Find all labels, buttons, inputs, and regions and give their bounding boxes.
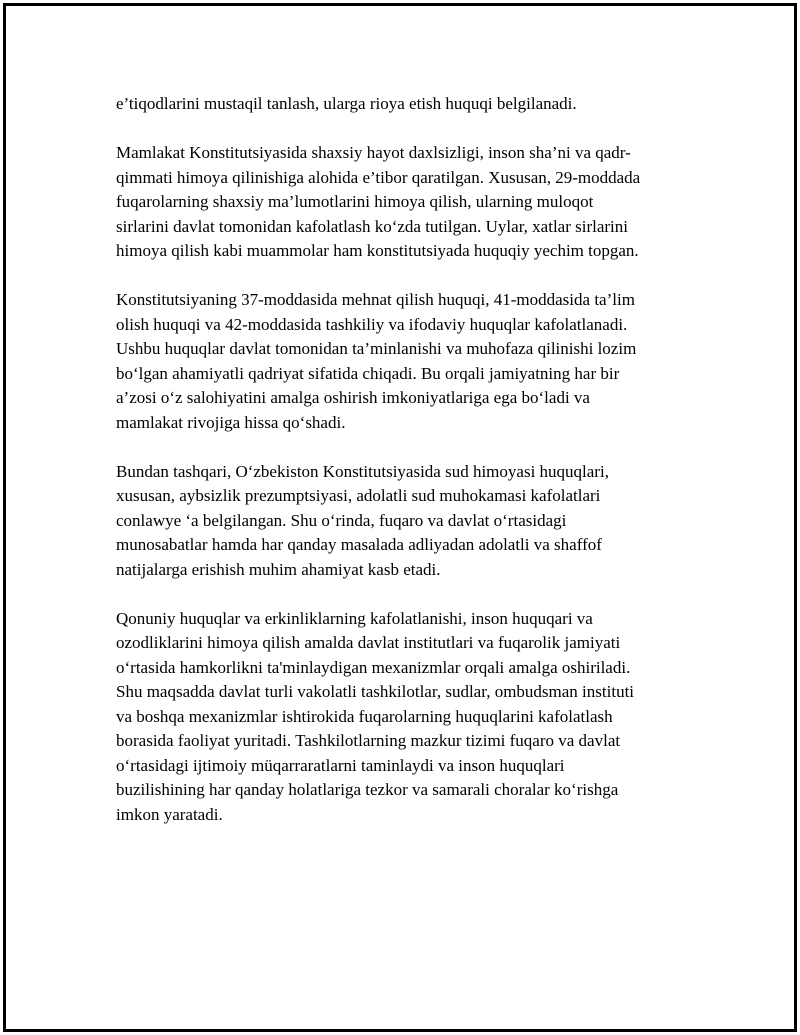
paragraph-gap bbox=[116, 582, 696, 607]
paragraph-gap bbox=[116, 117, 696, 142]
text-line: munosabatlar hamda har qanday masalada adliyadan adolatli va shaffof bbox=[116, 535, 602, 554]
text-line: Konstitutsiyaning 37-moddasida mehnat qilish huquqi, 41-moddasida ta’lim bbox=[116, 290, 635, 309]
text-line: sirlarini davlat tomonidan kafolatlash ko‘zda tutilgan. Uylar, xatlar sirlarini bbox=[116, 216, 629, 236]
text-line: ozodliklarini himoya qilish amalda davlat institutlari va fuqarolik jamiyati bbox=[116, 633, 621, 652]
text-line: Shu maqsadda davlat turli vakolatli tashkilotlar, sudlar, ombudsman instituti bbox=[116, 682, 635, 701]
text-line: Qonuniy huquqlar va erkinliklarning kafolatlanishi, inson huquqari va bbox=[116, 608, 593, 628]
paragraph-gap bbox=[116, 435, 696, 460]
text-line: Ushbu huquqlar davlat tomonidan ta’minlanishi va muhofaza qilinishi lozim bbox=[116, 339, 637, 358]
text-line: fuqarolarning shaxsiy ma’lumotlarini himoya qilish, ularning muloqot bbox=[116, 192, 594, 211]
text-line: mamlakat rivojiga hissa qo‘shadi. bbox=[116, 412, 346, 432]
text-line: buzilishining har qanday holatlariga tezkor va samarali choralar ko‘rishga bbox=[116, 780, 619, 799]
text-line: natijalarga erishish muhim ahamiyat kasb etadi. bbox=[116, 559, 441, 579]
text-line: conlawye ‘a belgilangan. Shu o‘rinda, fuqaro va davlat o‘rtasidagi bbox=[116, 510, 567, 530]
text-line: himoya qilish kabi muammolar ham konstitutsiyada huquqiy yechim topgan. bbox=[116, 241, 639, 260]
document-body bbox=[116, 92, 696, 827]
paragraph-gap bbox=[116, 264, 696, 289]
text-line: e’tiqodlarini mustaqil tanlash, ularga rioya etish huquqi belgilanadi. bbox=[116, 94, 577, 113]
text-line: xususan, aybsizlik prezumptsiyasi, adolatli sud muhokamasi kafolatlari bbox=[116, 486, 601, 505]
text-line: borasida faoliyat yuritadi. Tashkilotlarning mazkur tizimi fuqaro va davlat bbox=[116, 731, 621, 750]
text-line: imkon yaratadi. bbox=[116, 804, 223, 824]
text-line: olish huquqi va 42-moddasida tashkiliy va ifodaviy huquqlar kafolatlanadi. bbox=[116, 314, 628, 334]
text-line: qimmati himoya qilinishiga alohida e’tibor qaratilgan. Xususan, 29-moddada bbox=[116, 167, 641, 187]
text-line: o‘rtasidagi ijtimoiy müqarraratlarni taminlaydi va inson huquqlari bbox=[116, 755, 565, 775]
text-line: o‘rtasida hamkorlikni ta'minlaydigan mexanizmlar orqali amalga oshiriladi. bbox=[116, 657, 631, 677]
text-line: va boshqa mexanizmlar ishtirokida fuqarolarning huquqlarini kafolatlash bbox=[116, 706, 613, 726]
text-line: Bundan tashqari, O‘zbekiston Konstitutsiyasida sud himoyasi huquqlari, bbox=[116, 461, 609, 481]
text-line: bo‘lgan ahamiyatli qadriyat sifatida chiqadi. Bu orqali jamiyatning har bir bbox=[116, 363, 620, 383]
text-line: Mamlakat Konstitutsiyasida shaxsiy hayot daxlsizligi, inson sha’ni va qadr- bbox=[116, 143, 631, 162]
text-line: a’zosi o‘z salohiyatini amalga oshirish imkoniyatlariga ega bo‘ladi va bbox=[116, 388, 590, 407]
